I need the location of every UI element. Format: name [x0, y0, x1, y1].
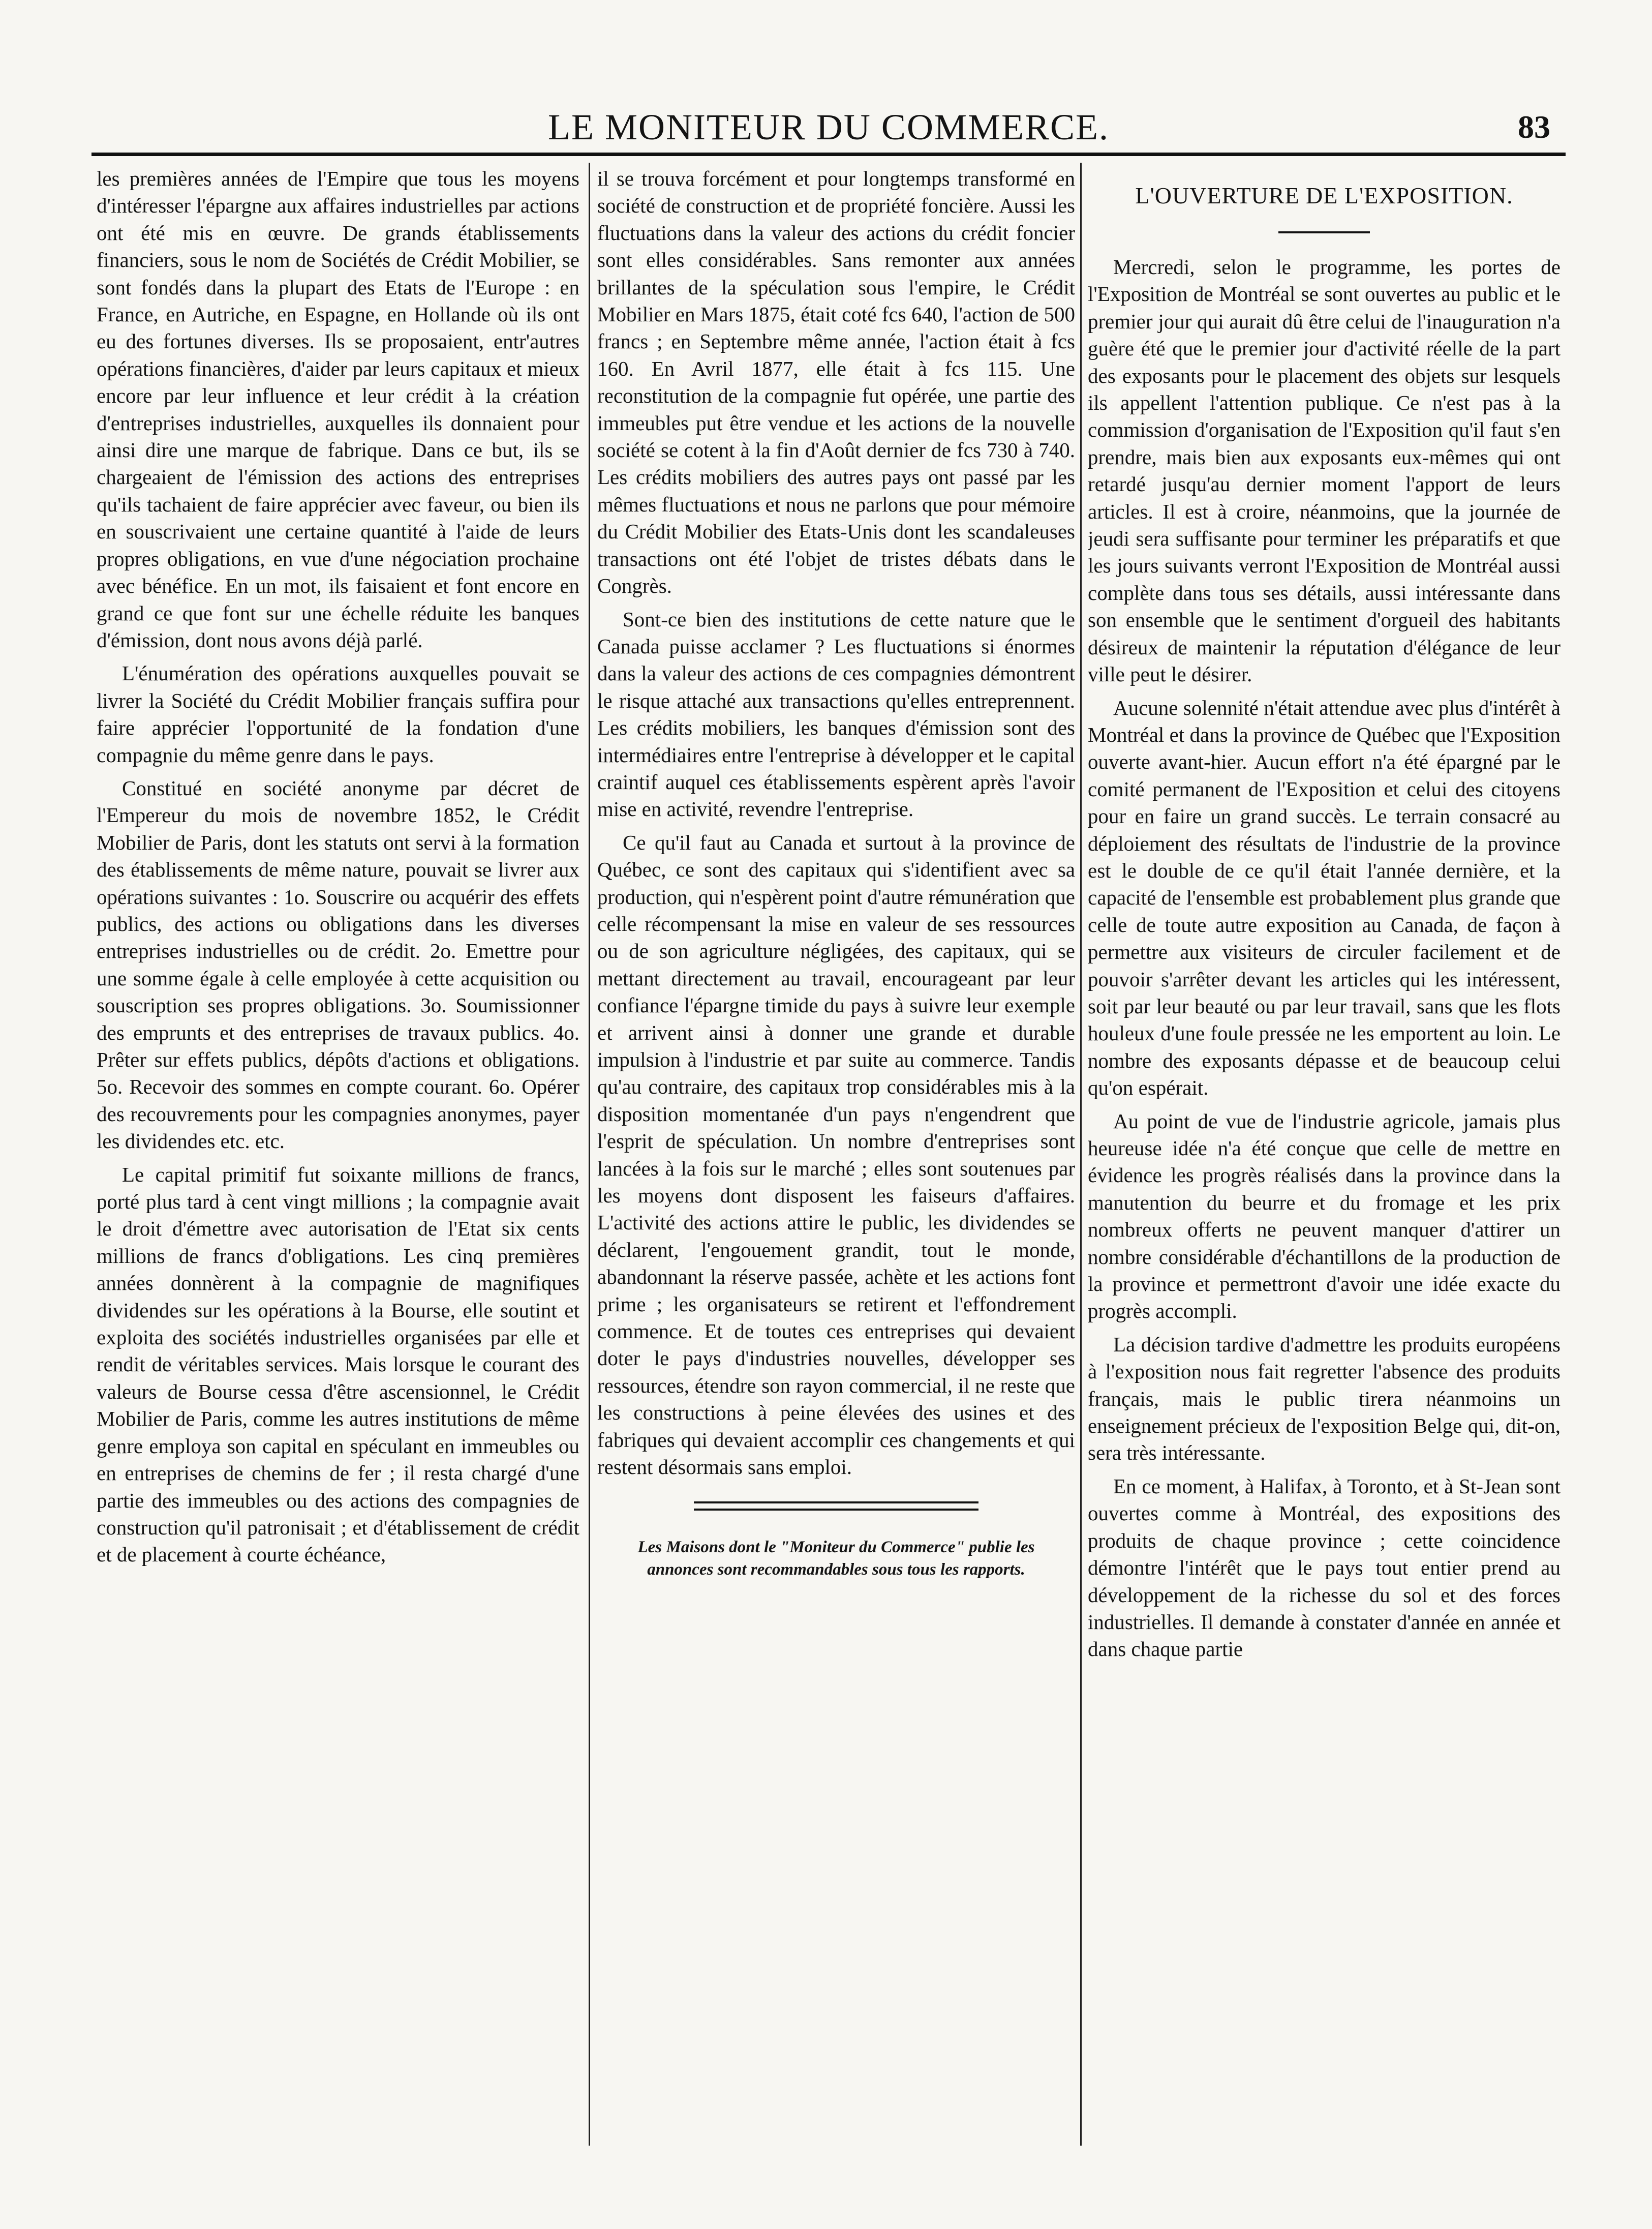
- paragraph: Constitué en société anonyme par décret de l'Empereur du mois de novembre 1852, le Crédit Mobilier de Paris, dont les statuts ont servi à la formation des établissements de même nature, pouvait se livrer aux opérations suivantes : 1o. Souscrire ou acquérir des effets publics, des actions ou obligations dans les diverses entreprises industrielles ou de crédit. 2o. Emettre pour une somme égale à celle employée à cette acquisition ou souscription ses propres obligations. 3o. Soumissionner des emprunts et des entreprises de travaux publics. 4o. Prêter sur effets publics, dépôts d'actions et obligations. 5o. Recevoir des sommes en compte courant. 6o. Opérer des recouvrements pour les compagnies anonymes, payer les dividendes etc. etc.: [97, 776, 579, 1153]
- paragraph: Mercredi, selon le programme, les portes de l'Exposition de Montréal se sont ouvertes au public et le premier jour qui aurait dû être celui de l'inauguration n'a guère été que le premier jour d'activité réelle de la part des exposants pour le placement des objets sur lesquels ils appellent l'attention publique. Ce n'est pas à la commission d'organisation de l'Exposition qu'il faut s'en prendre, mais bien aux exposants eux-mêmes qui ont retardé jusqu'au dernier moment l'apport de leurs articles. Il est à croire, néanmoins, que la journée de jeudi sera suffisante pour terminer les préparatifs et que les jours suivants verront l'Exposition de Montréal aussi complète dans tous ses détails, aussi intéressante dans son ensemble que le sentiment d'orgueil des habitants désireux de maintenir la réputation d'élégance de leur ville peut le désirer.: [1088, 255, 1561, 686]
- page-number: 83: [1518, 109, 1550, 145]
- column-divider-2: [1080, 163, 1082, 2146]
- paragraph: En ce moment, à Halifax, à Toronto, et à St-Jean sont ouvertes comme à Montréal, des expositions des produits de chaque province ; cette coincidence démontre l'intérêt que le pays tout entier prend au développement de la richesse du sol et des forces industrielles. Il demande à constater d'année en année et dans chaque partie: [1088, 1474, 1561, 1661]
- column-2: [597, 165, 1075, 2143]
- column-divider-1: [589, 163, 590, 2146]
- paragraph: Le capital primitif fut soixante millions de francs, porté plus tard à cent vingt millions ; la compagnie avait le droit d'émettre avec autorisation de l'Etat six cents millions de francs d'obligations. Les cinq premières années donnèrent à la compagnie de magnifiques dividendes sur les opérations à la Bourse, elle soutint et exploita des sociétés industrielles organisées par elle et rendit de véritables services. Mais lorsque le courant des valeurs de Bourse cessa d'être ascensionnel, le Crédit Mobilier de Paris, comme les autres institutions de même genre employa son capital en spéculant en immeubles ou en entreprises de chemins de fer ; il resta chargé d'une partie des immeubles ou des actions des compagnies de construction qu'il patronisait ; et d'établissement de crédit et de placement à courte échéance,: [97, 1162, 579, 1567]
- paragraph: Sont-ce bien des institutions de cette nature que le Canada puisse acclamer ? Les fluctuations si énormes dans la valeur des actions de ces compagnies démontrent le risque attaché aux transactions qu'elles entreprennent. Les crédits mobiliers, les banques d'émission sont des intermédiaires entre l'entreprise à développer et le capital craintif auquel ces établissements espèrent après l'avoir mise en activité, revendre l'entreprise.: [597, 607, 1075, 821]
- column-1: [97, 165, 579, 2143]
- masthead-title: LE MONITEUR DU COMMERCE.: [548, 107, 1109, 147]
- article-title: L'OUVERTURE DE L'EXPOSITION.: [1135, 183, 1513, 208]
- paragraph: les premières années de l'Empire que tous les moyens d'intéresser l'épargne aux affaires industrielles par actions ont été mis en œuvre. De grands établissements financiers, sous le nom de Sociétés de Crédit Mobilier, se sont fondés dans la plupart des Etats de l'Europe : en France, en Autriche, en Espagne, en Hollande où ils ont eu des fortunes diverses. Ils se proposaient, entr'autres opérations financières, d'aider par leurs capitaux et mieux encore par leur influence et leur crédit à la création d'entreprises industrielles, auxquelles ils donnaient pour ainsi dire une marque de fabrique. Dans ce but, ils se chargeaient de l'émission des actions des entreprises qu'ils tachaient de faire apprécier avec faveur, ou bien ils en souscrivaient une certaine quantité à l'aide de leurs propres obligations, en vue d'une négociation prochaine avec bénéfice. En un mot, ils faisaient et font encore en grand ce que font sur une échelle réduite les banques d'émission, dont nous avons déjà parlé.: [97, 167, 579, 652]
- paragraph: Aucune solennité n'était attendue avec plus d'intérêt à Montréal et dans la province de Québec que l'Exposition ouverte avant-hier. Aucun effort n'a été épargné par le comité permanent de l'Exposition et celui des citoyens pour en faire un grand succès. Le terrain consacré au déploiement des résultats de l'industrie de la province est le double de ce qu'il était l'année dernière, et la capacité de l'ensemble est probablement plus grande que celle de toute autre exposition au Canada, de façon à permettre aux visiteurs de circuler facilement et de pouvoir s'arrêter devant les articles qui les intéressent, soit par leur beauté ou par leur travail, sans que les flots houleux d'une foule pressée ne les emportent au loin. Le nombre des exposants dépasse et de beaucoup celui qu'on espérait.: [1088, 696, 1561, 1100]
- title-rule: [1278, 231, 1370, 233]
- paragraph: La décision tardive d'admettre les produits européens à l'exposition nous fait regretter l'absence des produits français, mais le public tirera néanmoins un enseignement précieux de l'exposition Belge qui, dit-on, sera très intéressante.: [1088, 1332, 1561, 1465]
- header-rule: [91, 153, 1566, 156]
- paragraph: il se trouva forcément et pour longtemps transformé en société de construction et de propriété foncière. Aussi les fluctuations dans la valeur des actions du crédit foncier sont elles considérables. Sans remonter aux années brillantes de la spéculation sous l'empire, le Crédit Mobilier en Mars 1875, était coté fcs 640, l'action de 500 francs ; en Septembre même année, l'action était à fcs 160. En Avril 1877, elle était à fcs 115. Une reconstitution de la compagnie fut opérée, une partie des immeubles put être vendue et les actions de la nouvelle société se cotent à la fin d'Août dernier de fcs 730 à 740. Les crédits mobiliers des autres pays ont passé par les mêmes fluctuations et nous ne parlons que pour mémoire du Crédit Mobilier des Etats-Unis dont les scandaleuses transactions ont été l'objet de tristes débats dans le Congrès.: [597, 167, 1075, 598]
- section-double-rule: [694, 1501, 978, 1511]
- paragraph: Au point de vue de l'industrie agricole, jamais plus heureuse idée n'a été conçue que celle de mettre en évidence les progrès réalisés dans la province dans la manutention du beurre et du fromage et les prix nombreux offerts ne peuvent manquer d'attirer un nombre considérable d'échantillons de la production de la province et permettront d'avoir une idée exacte du progrès accompli.: [1088, 1109, 1561, 1323]
- page-header: [91, 104, 1566, 150]
- advertising-notice: Les Maisons dont le "Moniteur du Commerce" publie les annonces sont recommandables sous tous les rapports.: [637, 1538, 1035, 1579]
- column-3: [1088, 165, 1561, 2143]
- paragraph: L'énumération des opérations auxquelles pouvait se livrer la Société du Crédit Mobilier français suffira pour faire apprécier l'opportunité de la fondation d'une compagnie du même genre dans le pays.: [97, 661, 579, 767]
- paragraph: Ce qu'il faut au Canada et surtout à la province de Québec, ce sont des capitaux qui s'identifient avec sa production, qui n'espèrent point d'autre rémunération que celle récompensant la mise en valeur de ses ressources ou de son agriculture négligées, des capitaux, qui se mettant directement au travail, encourageant par leur confiance l'épargne timide du pays à suivre leur exemple et arrivent ainsi à donner une grande et durable impulsion à l'industrie et par suite au commerce. Tandis qu'au contraire, des capitaux trop considérables mis à la disposition momentanée d'un pays n'engendrent que l'esprit de spéculation. Un nombre d'entreprises sont lancées à la fois sur le marché ; elles sont soutenues par les moyens dont disposent les faiseurs d'affaires. L'activité des actions attire le public, les dividendes se déclarent, l'engouement grandit, tout le monde, abandonnant la réserve passée, achète et les actions font prime ; les organisateurs se retirent et l'effondrement commence. Et de toutes ces entreprises qui devaient doter le pays d'industries nouvelles, développer ses ressources, étendre son rayon commercial, il ne reste que les constructions à peine élevées des usines et des fabriques qui devaient accomplir ces changements et qui restent désormais sans emploi.: [597, 830, 1075, 1479]
